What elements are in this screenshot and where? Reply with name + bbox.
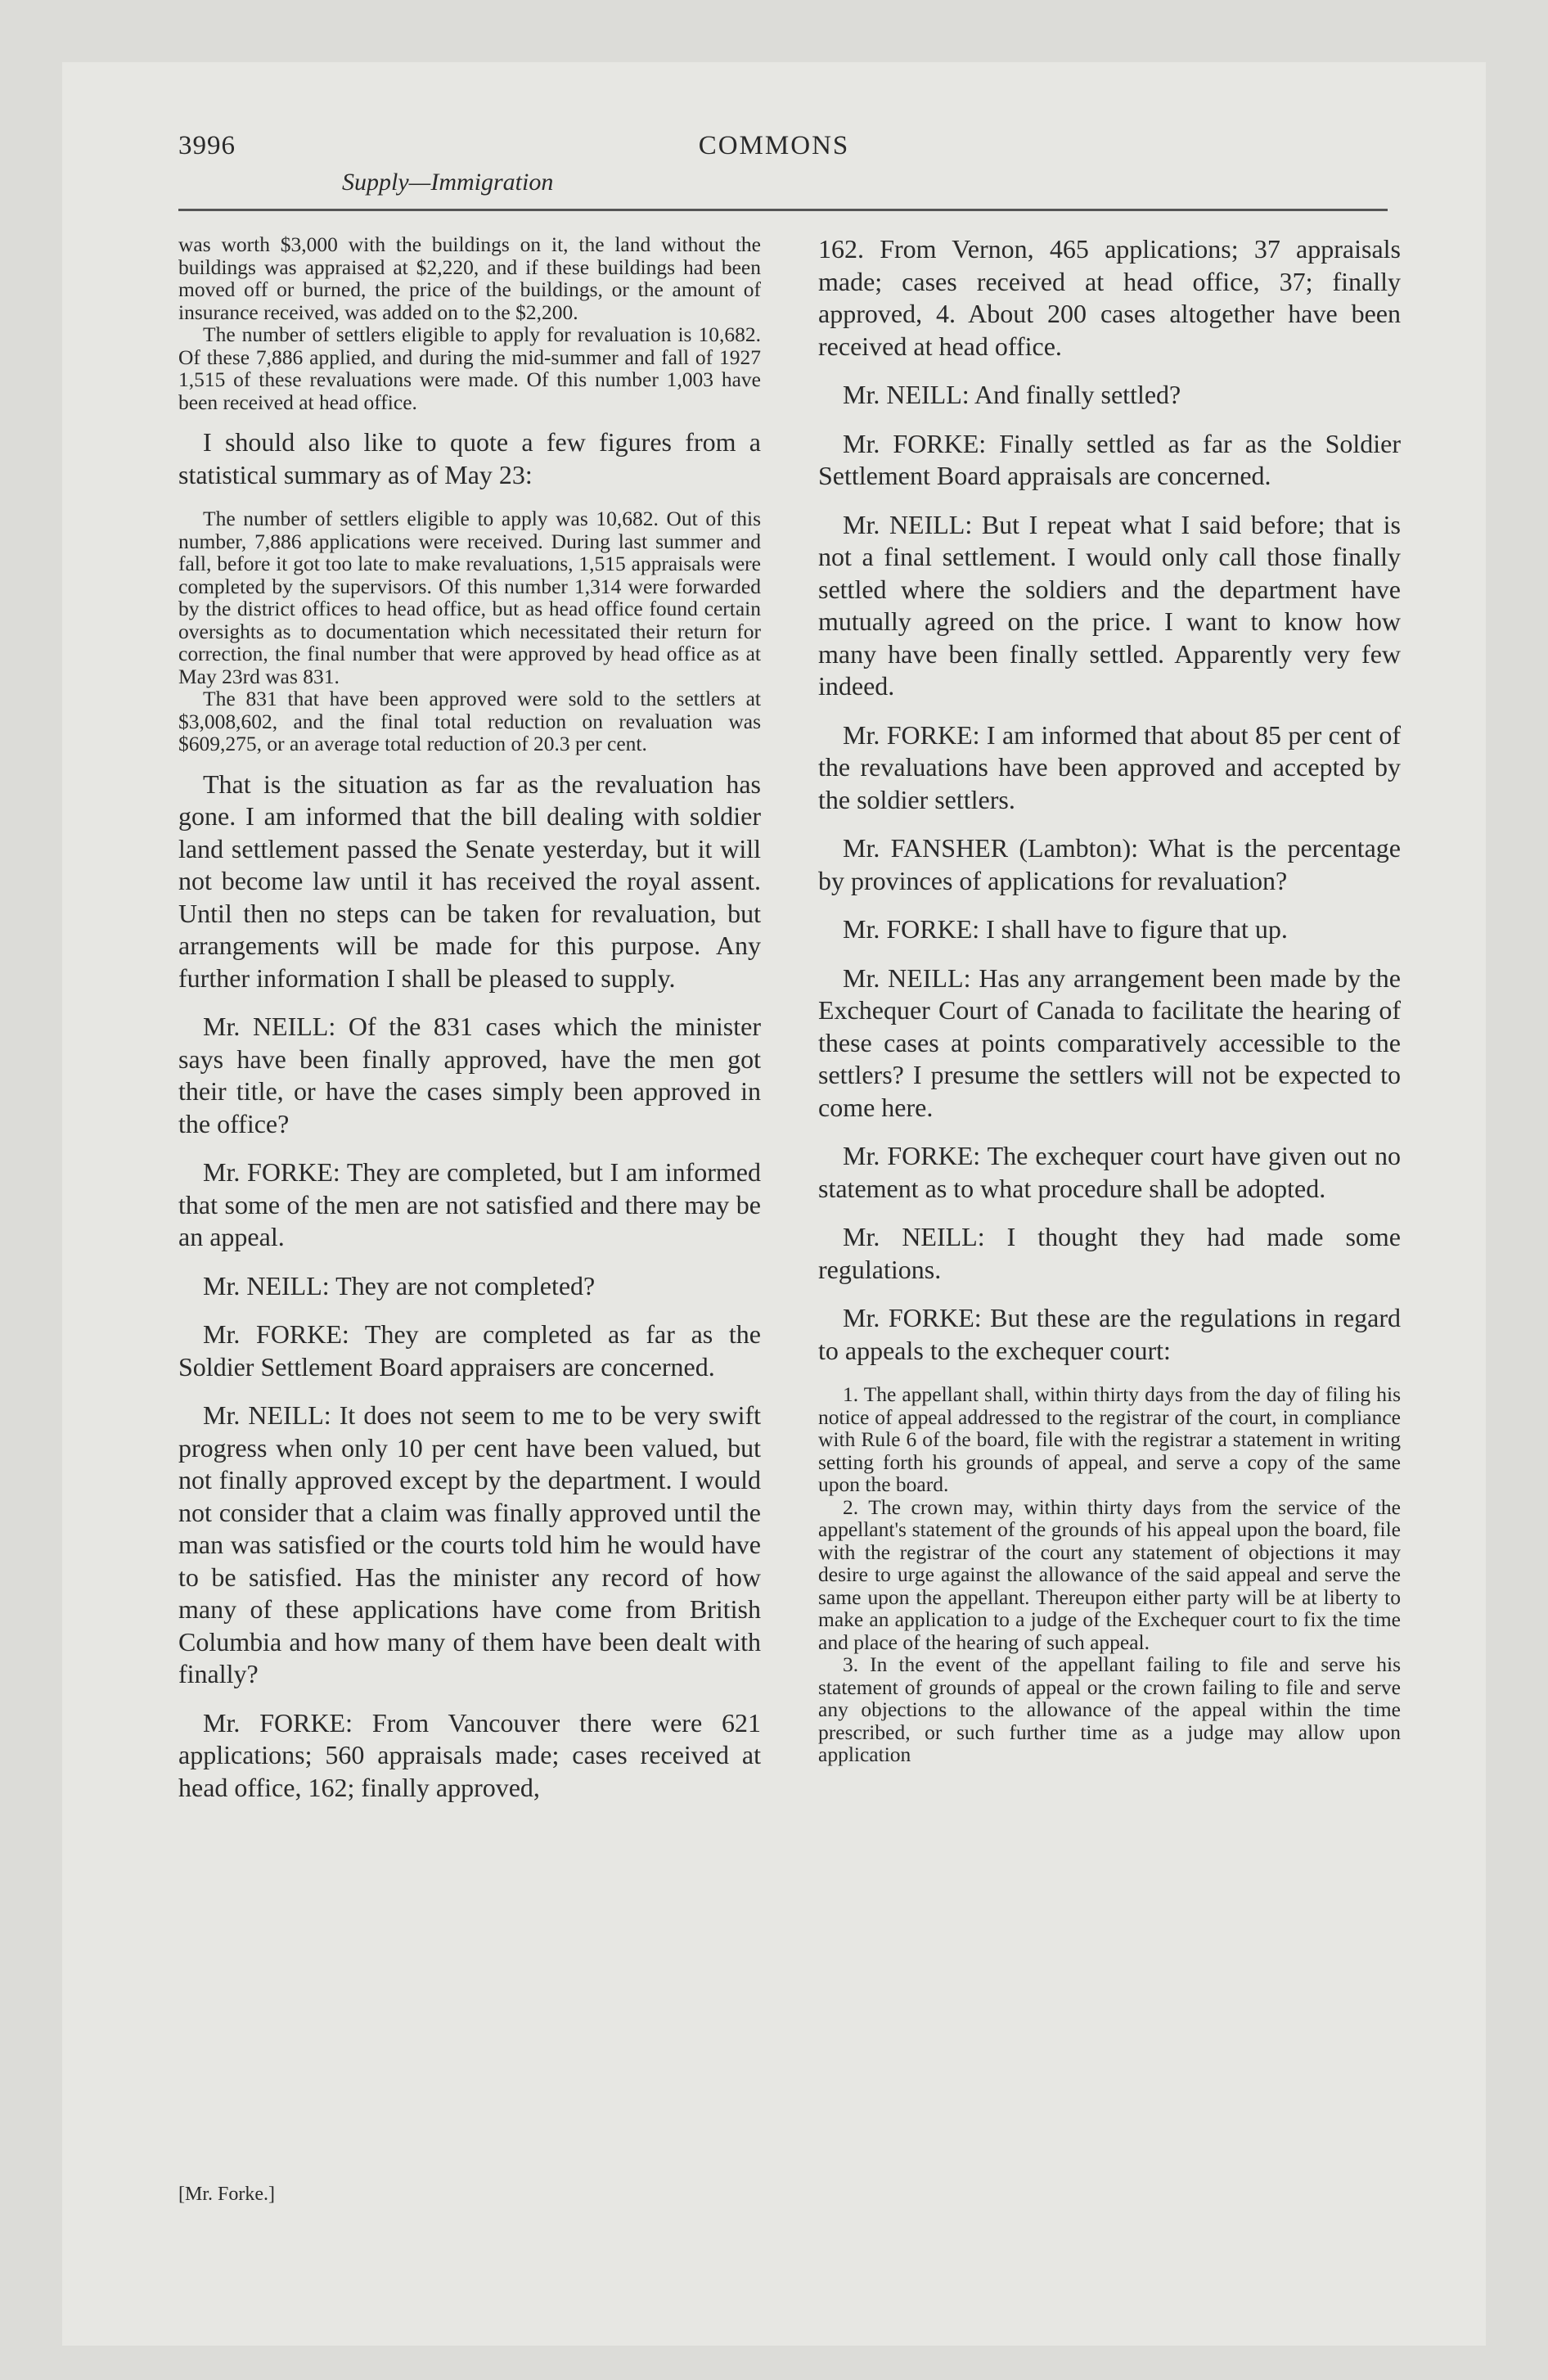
page-number: 3996 bbox=[178, 131, 236, 160]
paragraph: Mr. NEILL: Has any arrangement been made by the Exchequer Court of Canada to facilitate the hearing of these cases at points comparatively accessible to the settlers? I presume the settlers will not be expected to come here. bbox=[818, 962, 1401, 1122]
paragraph: Mr. FORKE: Finally settled as far as the Soldier Settlement Board appraisals are concerned. bbox=[818, 428, 1401, 490]
section-heading: Supply—Immigration bbox=[342, 169, 554, 196]
paragraph: Mr. FANSHER (Lambton): What is the percentage by provinces of applications for revaluation? bbox=[818, 833, 1401, 895]
paragraph: That is the situation as far as the revaluation has gone. I am informed that the bill dealing with soldier land settlement passed the Senate yesterday, but it will not become law until it has received the royal assent. Until then no steps can be taken for revaluation, but arrangements will be made for this purpose. Any further information I shall be pleased to supply. bbox=[178, 769, 761, 993]
paragraph: Mr. NEILL: Of the 831 cases which the minister says have been finally approved, have the men got their title, or have the cases simply been approved in the office? bbox=[178, 1012, 761, 1138]
left-column bbox=[178, 233, 761, 1820]
header-rule bbox=[178, 209, 1388, 211]
quoted-paragraph: The 831 that have been approved were sold to the settlers at $3,008,602, and the final total reduction on revaluation was $609,275, or an average total reduction of 20.3 per cent. bbox=[178, 687, 761, 755]
paragraph: 162. From Vernon, 465 applications; 37 appraisals made; cases received at head office, 37; finally approved, 4. About 200 cases altogether have been received at head office. bbox=[818, 234, 1401, 361]
quoted-paragraph: The number of settlers eligible to apply for revaluation is 10,682. Of these 7,886 applied, and during the mid-summer and fall of 1927 1,515 of these revaluations were made. Of this number 1,003 have been received at head office. bbox=[178, 322, 761, 414]
paragraph: Mr. FORKE: I shall have to figure that up. bbox=[843, 914, 1288, 944]
quoted-paragraph: The number of settlers eligible to apply was 10,682. Out of this number, 7,886 applications were received. During last summer and fall, before it got too late to make revaluations, 1,515 appraisals were completed by the supervisors. Of this number 1,314 were forwarded by the district offices to head office, but as head office found certain oversights as to documentation which necessitated their return for correction, the final number that were approved by head office as at May 23rd was 831. bbox=[178, 507, 761, 688]
quoted-paragraph: 2. The crown may, within thirty days from the service of the appellant's statement of the grounds of his appeal upon the board, file with the registrar of the court any statement of objections it may desire to urge against the allowance of the said appeal and serve the same upon the appellant. Thereupon either party will be at liberty to make an application to a judge of the Exchequer court to fix the time and place of the hearing of such appeal. bbox=[818, 1494, 1401, 1654]
paragraph: Mr. FORKE: The exchequer court have given out no statement as to what procedure shall be adopted. bbox=[818, 1141, 1401, 1203]
running-head: COMMONS bbox=[698, 131, 850, 160]
quoted-paragraph: was worth $3,000 with the buildings on it, the land without the buildings was appraised at $2,220, and if these buildings had been moved off or burned, the price of the buildings, or the amount of insurance received, was added on to the $2,200. bbox=[178, 232, 761, 324]
paragraph: Mr. FORKE: From Vancouver there were 621 applications; 560 appraisals made; cases received at head office, 162; finally approved, bbox=[178, 1707, 761, 1802]
footer-speaker-note: [Mr. Forke.] bbox=[178, 2184, 275, 2205]
paragraph: Mr. NEILL: They are not completed? bbox=[203, 1270, 596, 1300]
paragraph: Mr. NEILL: And finally settled? bbox=[843, 380, 1181, 409]
paragraph: Mr. FORKE: They are completed, but I am informed that some of the men are not satisfied and there may be an appeal. bbox=[178, 1157, 761, 1251]
right-column bbox=[818, 233, 1401, 1766]
paragraph: Mr. NEILL: It does not seem to me to be very swift progress when only 10 per cent have been valued, but not finally approved except by the department. I would not consider that a claim was finally approved until the man was satisfied or the courts told him he would have to be satisfied. Has the minister any record of how many of these applications have come from British Columbia and how many of them have been dealt with finally? bbox=[178, 1400, 761, 1688]
paragraph: Mr. FORKE: They are completed as far as the Soldier Settlement Board appraisers are concerned. bbox=[178, 1319, 761, 1382]
paragraph: Mr. FORKE: I am informed that about 85 per cent of the revaluations have been approved and accepted by the soldier settlers. bbox=[818, 719, 1401, 814]
paragraph: Mr. NEILL: I thought they had made some regulations. bbox=[818, 1222, 1401, 1284]
paragraph: I should also like to quote a few figures from a statistical summary as of May 23: bbox=[178, 427, 761, 489]
paragraph: Mr. NEILL: But I repeat what I said before; that is not a final settlement. I would only call those finally settled where the soldiers and the department have mutually agreed on the price. I want to know how many have been finally settled. Apparently very few indeed. bbox=[818, 509, 1401, 701]
paragraph: Mr. FORKE: But these are the regulations in regard to appeals to the exchequer court: bbox=[818, 1303, 1401, 1365]
quoted-paragraph: 1. The appellant shall, within thirty days from the day of filing his notice of appeal addressed to the registrar of the court, in compliance with Rule 6 of the board, file with the registrar a statement in writing setting forth his grounds of appeal, and serve a copy of the same upon the board. bbox=[818, 1382, 1401, 1496]
quoted-paragraph: 3. In the event of the appellant failing to file and serve his statement of grounds of appeal or the crown failing to file and serve any objections to the allowance of the appeal within the time prescribed, or such further time as a judge may allow upon application bbox=[818, 1652, 1401, 1766]
